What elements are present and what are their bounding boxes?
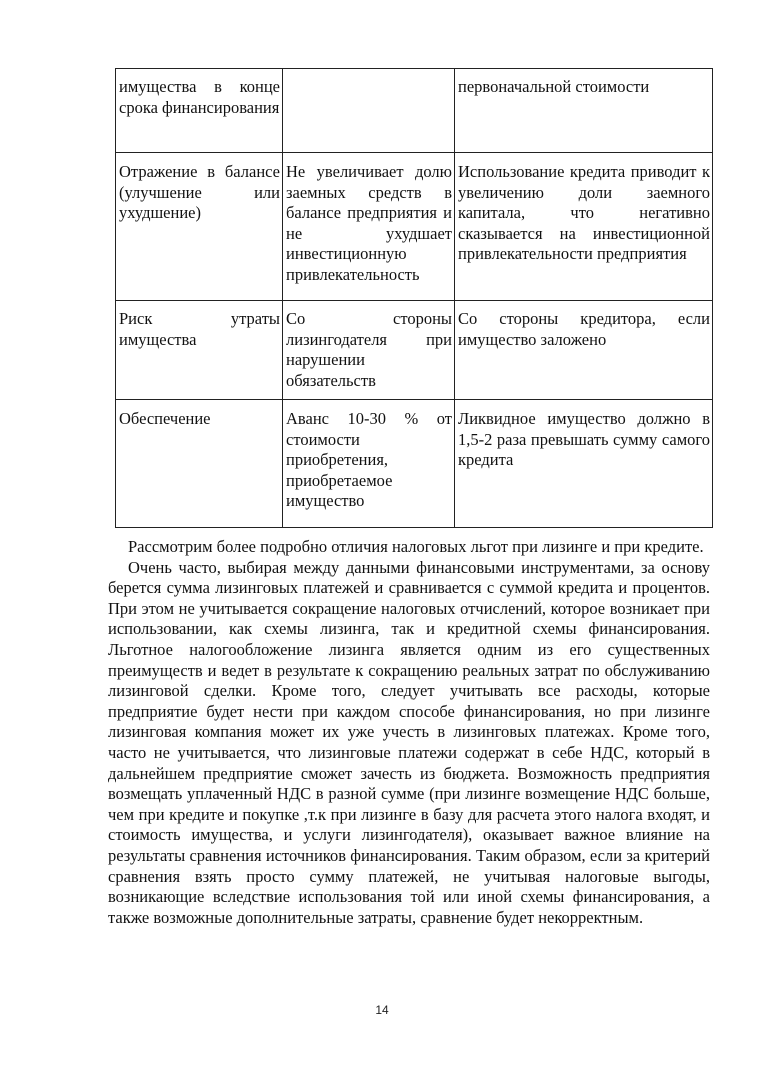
table-row xyxy=(116,69,713,153)
paragraph-intro: Рассмотрим более подробно отличия налоговых льгот при лизинге и при кредите. xyxy=(128,537,704,556)
body-text xyxy=(108,537,710,928)
table-row xyxy=(116,153,713,301)
table-cell-credit: первоначальной стоимости xyxy=(455,69,713,153)
comparison-table xyxy=(115,68,713,528)
table-cell-leasing: Аванс 10-30 % от стоимости приобретения, приобретаемое имущество xyxy=(283,400,455,528)
paragraph-main: Очень часто, выбирая между данными финансовыми инструментами, за основу берется сумма лизинговых платежей и сравнивается с суммой кредита и процентов. При этом не учитывается сокращение налоговых отчислений, которое возникает при использовании, как схемы лизинга, так и кредитной схемы финансирования. Льготное налогообложение лизинга является одним из его существенных преимуществ и ведет в результате к сокращению реальных затрат по обслуживанию лизинговой сделки. Кроме того, следует учитывать все расходы, которые предприятие будет нести при каждом способе финансирования, но при лизинге лизинговая компания может их уже учесть в лизинговых платежах. Кроме того, часто не учитывается, что лизинговые платежи содержат в себе НДС, который в дальнейшем предприятие сможет зачесть из бюджета. Возможность предприятия возмещать уплаченный НДС в разной сумме (при лизинге возмещение НДС больше, чем при кредите и покупке ,т.к при лизинге в базу для расчета этого налога входят, и стоимость имущества, и услуги лизингодателя), оказывает важное влияние на результаты сравнения источников финансирования. Таким образом, если за критерий сравнения взять просто сумму платежей, не учитывая налоговые выгоды, возникающие вследствие использования той или иной схемы финансирования, а также возможные дополнительные затраты, сравнение будет некорректным. xyxy=(108,557,710,927)
table-row xyxy=(116,400,713,528)
table-cell-credit: Ликвидное имущество должно в 1,5-2 раза превышать сумму самого кредита xyxy=(455,400,713,528)
table-cell-criterion: Риск утраты имущества xyxy=(116,301,283,400)
table-cell-criterion: имущества в конце срока финансирования xyxy=(116,69,283,153)
table-cell-leasing: Со стороны лизингодателя при нарушении обязательств xyxy=(283,301,455,400)
table-cell-leasing xyxy=(283,69,455,153)
table-cell-credit: Со стороны кредитора, если имущество заложено xyxy=(455,301,713,400)
table-row xyxy=(116,301,713,400)
table-cell-criterion: Отражение в балансе (улучшение или ухудшение) xyxy=(116,153,283,301)
table-cell-leasing: Не увеличивает долю заемных средств в балансе предприятия и не ухудшает инвестиционную привлекательность xyxy=(283,153,455,301)
page-number: 14 xyxy=(375,1003,389,1017)
table-cell-criterion: Обеспечение xyxy=(116,400,283,528)
table-cell-credit: Использование кредита приводит к увеличению доли заемного капитала, что негативно сказывается на инвестиционной привлекательности предприятия xyxy=(455,153,713,301)
